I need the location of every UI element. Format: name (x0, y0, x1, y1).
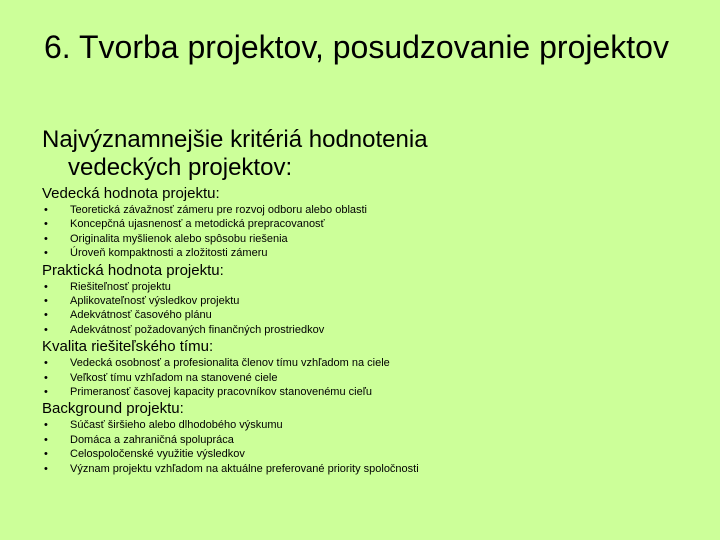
criteria-list (42, 280, 702, 338)
bullet-icon: • (44, 371, 48, 384)
list-item-text: Veľkosť tímu vzhľadom na stanovené ciele (70, 371, 278, 384)
list-item (42, 356, 702, 370)
section-team-quality (42, 337, 702, 399)
section-heading: Vedecká hodnota projektu: (42, 185, 220, 202)
bullet-icon: • (44, 295, 48, 308)
bullet-icon: • (44, 309, 48, 322)
section-heading: Background projektu: (42, 400, 184, 418)
criteria-list (42, 203, 702, 261)
list-item (42, 308, 702, 322)
list-item (42, 433, 702, 447)
criteria-list (42, 418, 702, 476)
bullet-icon: • (44, 357, 48, 370)
list-item (42, 232, 702, 246)
bullet-icon: • (44, 462, 48, 475)
slide-title: 6. Tvorba projektov, posudzovanie projektov (44, 29, 669, 65)
list-item-text: Vedecká osobnosť a profesionalita členov tímu vzhľadom na ciele (70, 357, 390, 370)
list-item (42, 203, 702, 217)
list-item (42, 385, 702, 399)
section-background (42, 399, 702, 476)
bullet-icon: • (44, 232, 48, 245)
list-item-text: Aplikovateľnosť výsledkov projektu (70, 295, 240, 308)
list-item-text: Úroveň kompaktnosti a zložitosti zámeru (70, 247, 268, 260)
list-item (42, 246, 702, 260)
bullet-icon: • (44, 448, 48, 461)
section-heading: Kvalita riešiteľského tímu: (42, 338, 214, 356)
list-item-text: Teoretická závažnosť zámeru pre rozvoj odboru alebo oblasti (70, 204, 368, 216)
list-item (42, 217, 702, 231)
bullet-icon: • (44, 433, 48, 446)
slide-subtitle (42, 126, 682, 182)
list-item-text: Celospoločenské využitie výsledkov (70, 448, 245, 461)
list-item-text: Koncepčná ujasnenosť a metodická prepracovanosť (70, 218, 325, 231)
list-item-text: Primeranosť časovej kapacity pracovníkov stanovenému cieľu (70, 386, 373, 399)
subtitle-line-2: vedeckých projektov: (68, 154, 293, 181)
list-item-text: Súčasť širšieho alebo dlhodobého výskumu (70, 419, 283, 432)
criteria-list (42, 356, 702, 399)
list-item-text: Domáca a zahraničná spolupráca (70, 433, 234, 446)
bullet-icon: • (44, 280, 48, 293)
bullet-icon: • (44, 323, 48, 336)
bullet-icon: • (44, 386, 48, 399)
list-item (42, 294, 702, 308)
list-item (42, 371, 702, 385)
list-item (42, 323, 702, 337)
list-item (42, 447, 702, 461)
section-heading: Praktická hodnota projektu: (42, 261, 224, 279)
list-item-text: Riešiteľnosť projektu (70, 280, 171, 293)
bullet-icon: • (44, 419, 48, 432)
list-item (42, 462, 702, 476)
section-practical-value (42, 261, 702, 338)
bullet-icon: • (44, 218, 48, 231)
list-item-text: Adekvátnosť časového plánu (70, 309, 212, 322)
list-item-text: Význam projektu vzhľadom na aktuálne preferované priority spoločnosti (70, 462, 419, 475)
list-item (42, 418, 702, 432)
subtitle-line-1: Najvýznamnejšie kritériá hodnotenia (42, 126, 428, 153)
section-scientific-value (42, 184, 702, 261)
bullet-icon: • (44, 247, 48, 260)
list-item (42, 280, 702, 294)
bullet-icon: • (44, 204, 48, 216)
list-item-text: Adekvátnosť požadovaných finančných prostriedkov (70, 323, 325, 336)
criteria-content (42, 184, 702, 476)
list-item-text: Originalita myšlienok alebo spôsobu riešenia (70, 232, 288, 245)
